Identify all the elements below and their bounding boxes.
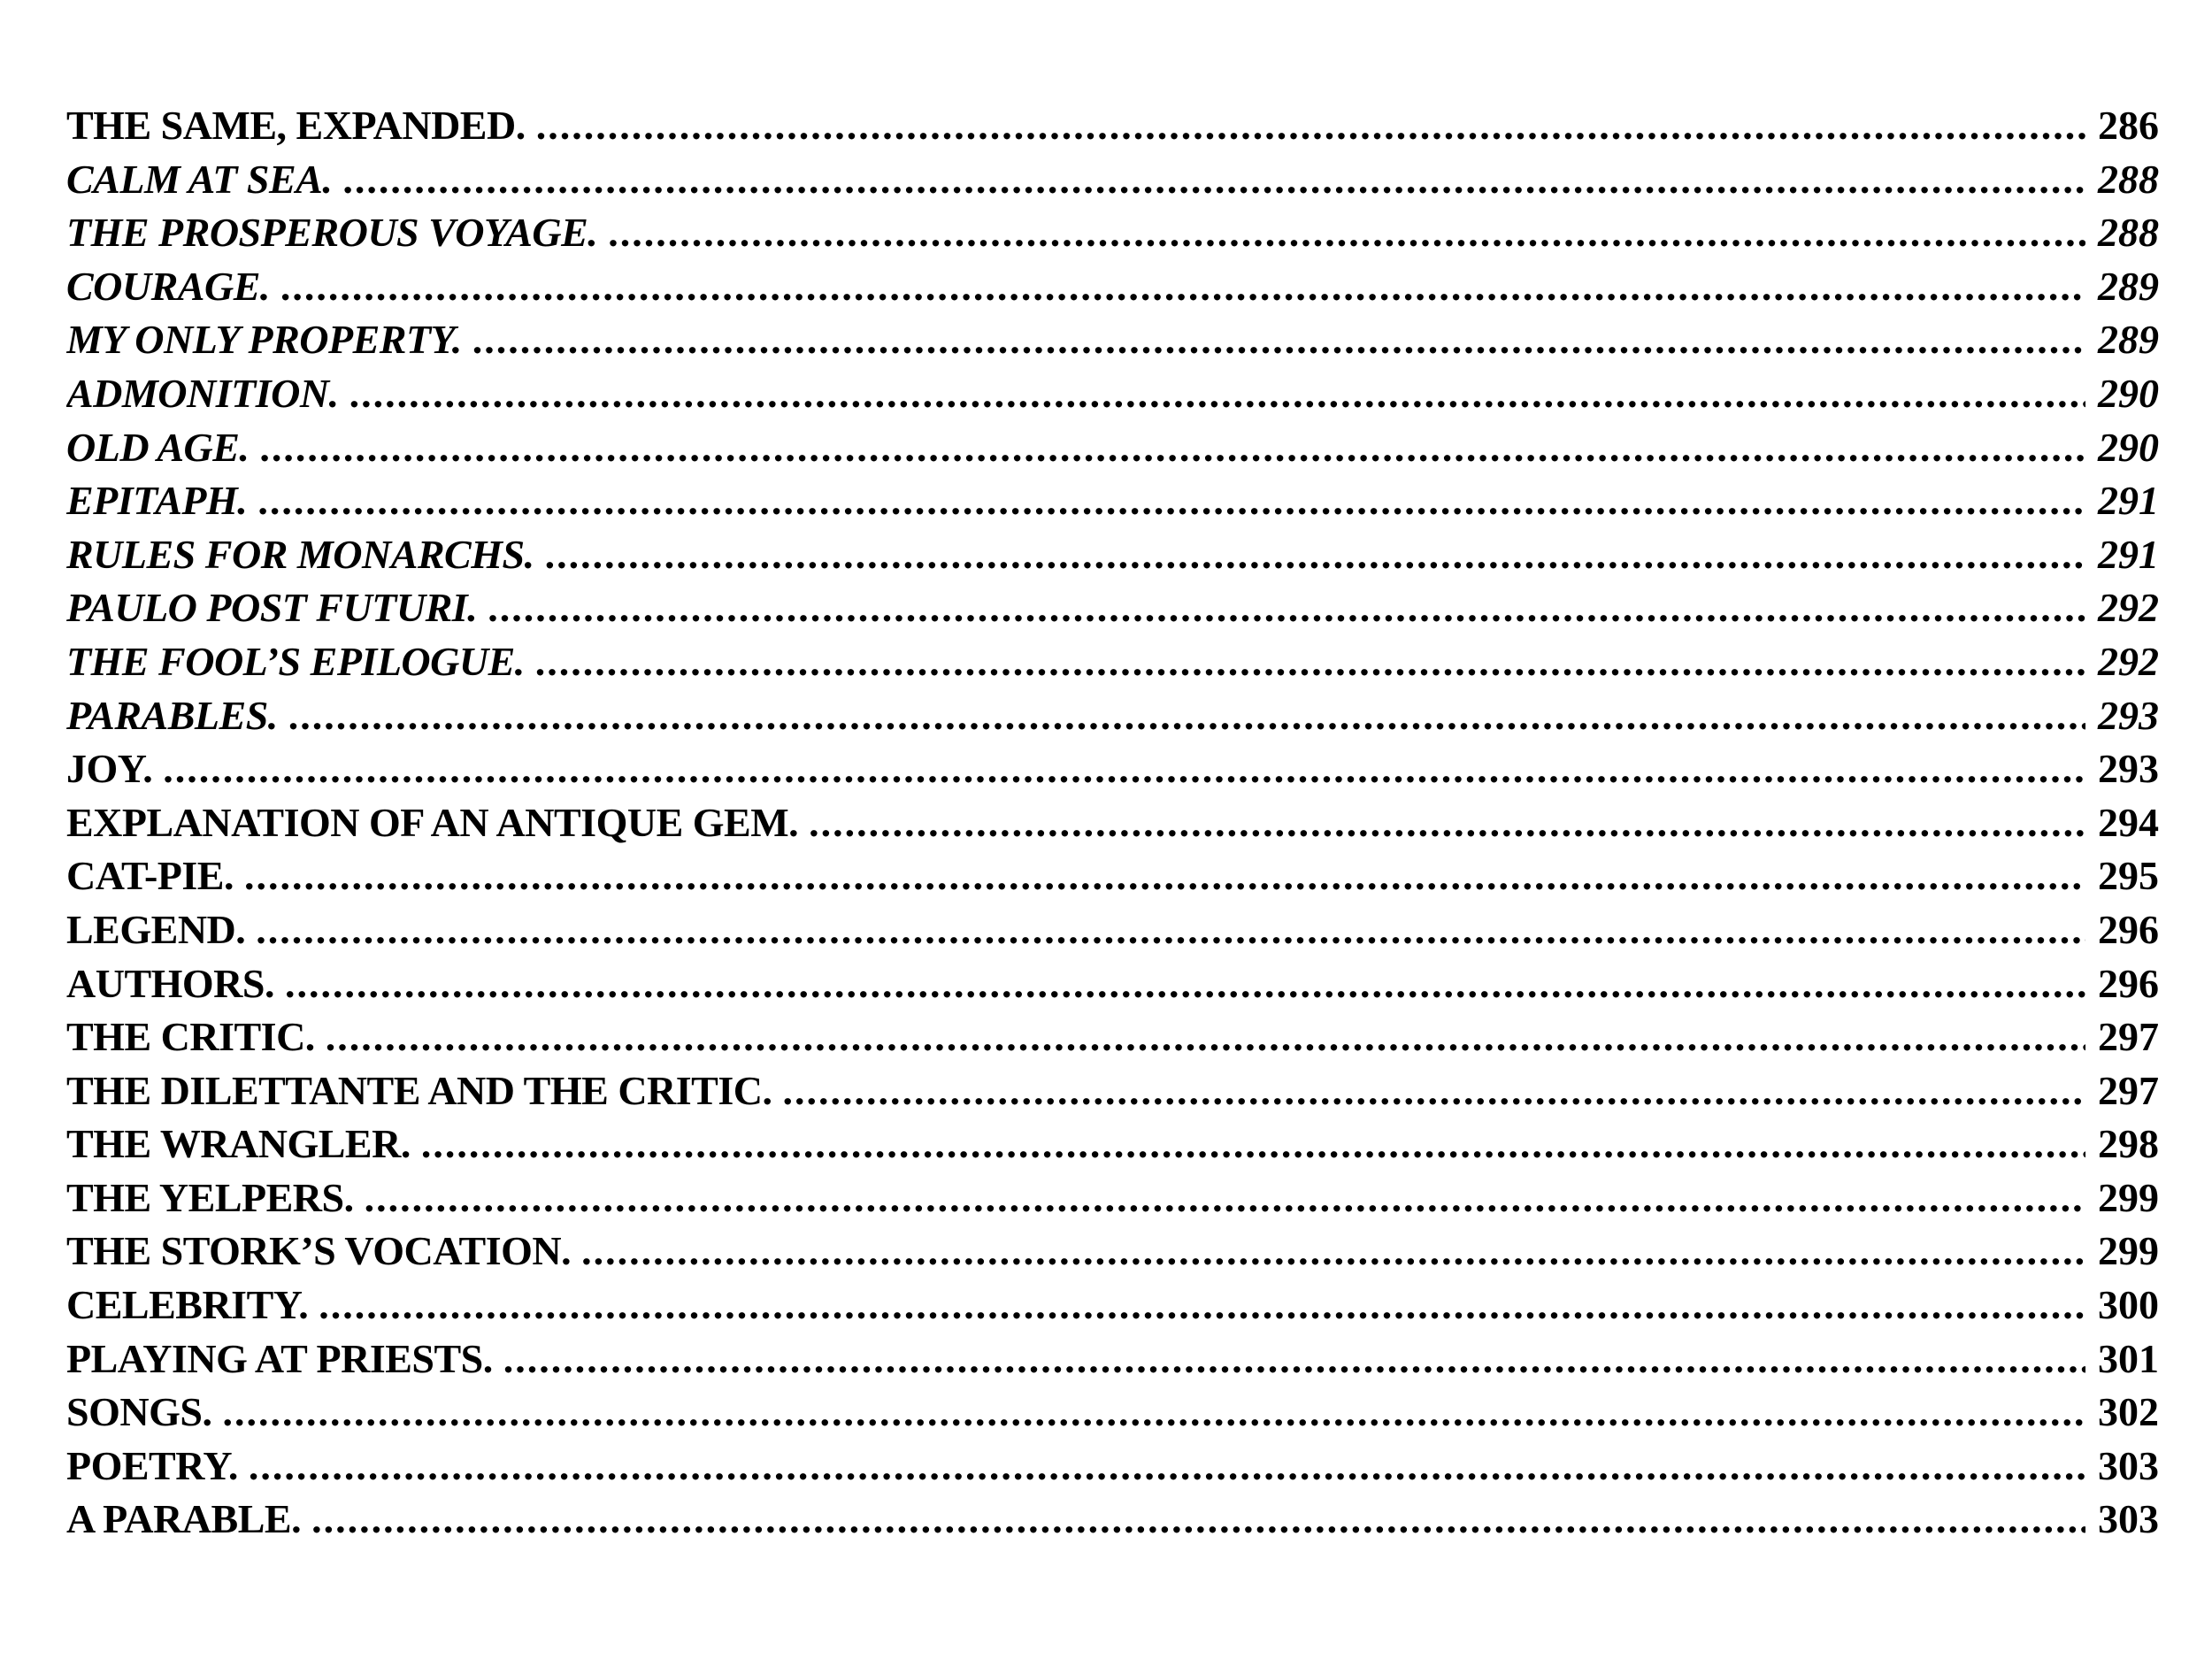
dot-leader — [581, 1225, 2085, 1279]
dot-leader — [163, 742, 2085, 796]
entry-page-number: 294 — [2098, 799, 2159, 845]
entry-title: THE PROSPEROUS VOYAGE. — [66, 210, 598, 256]
entry-title: THE CRITIC. — [66, 1014, 315, 1060]
entry-page-number: 302 — [2098, 1389, 2159, 1435]
entry-title: PARABLES. — [66, 692, 278, 738]
entry-title: RULES FOR MONARCHS. — [66, 531, 534, 577]
entry-page-number: 290 — [2098, 370, 2159, 416]
entry-page-number: 297 — [2098, 1014, 2159, 1060]
dot-leader — [256, 903, 2085, 957]
toc-entry[interactable] — [66, 1333, 2159, 1386]
entry-page-number: 291 — [2098, 531, 2159, 577]
entry-title: OLD AGE. — [66, 424, 250, 470]
toc-entry[interactable] — [66, 260, 2159, 314]
dot-leader — [809, 796, 2085, 850]
entry-page-number: 288 — [2098, 156, 2159, 202]
dot-leader — [244, 849, 2085, 903]
dot-leader — [488, 581, 2085, 635]
toc-entry[interactable] — [66, 1225, 2159, 1279]
entry-page-number: 290 — [2098, 424, 2159, 470]
entry-page-number: 292 — [2098, 638, 2159, 684]
toc-entry[interactable] — [66, 421, 2159, 475]
entry-title: SONGS. — [66, 1389, 212, 1435]
toc-entry[interactable] — [66, 957, 2159, 1011]
entry-page-number: 301 — [2098, 1335, 2159, 1381]
toc-entry[interactable] — [66, 206, 2159, 260]
toc-entry[interactable] — [66, 313, 2159, 367]
entry-title: THE DILETTANTE AND THE CRITIC. — [66, 1067, 772, 1113]
entry-page-number: 296 — [2098, 906, 2159, 952]
entry-title: MY ONLY PROPERTY. — [66, 317, 462, 363]
toc-entry[interactable] — [66, 689, 2159, 743]
entry-page-number: 293 — [2098, 746, 2159, 792]
dot-leader — [545, 528, 2085, 582]
entry-title: CAT-PIE. — [66, 853, 234, 899]
toc-entry[interactable] — [66, 1386, 2159, 1440]
entry-page-number: 288 — [2098, 210, 2159, 256]
entry-title: PAULO POST FUTURI. — [66, 585, 478, 631]
entry-page-number: 299 — [2098, 1174, 2159, 1220]
dot-leader — [365, 1171, 2085, 1225]
entry-page-number: 289 — [2098, 317, 2159, 363]
dot-leader — [257, 474, 2085, 528]
toc-entry[interactable] — [66, 1440, 2159, 1494]
toc-entry[interactable] — [66, 1010, 2159, 1064]
dot-leader — [421, 1118, 2085, 1171]
entry-page-number: 295 — [2098, 853, 2159, 899]
toc-entry[interactable] — [66, 849, 2159, 903]
entry-title: COURAGE. — [66, 263, 270, 309]
entry-title: CALM AT SEA. — [66, 156, 333, 202]
dot-leader — [342, 153, 2085, 207]
entry-page-number: 303 — [2098, 1442, 2159, 1488]
entry-title: EXPLANATION OF AN ANTIQUE GEM. — [66, 799, 799, 845]
entry-page-number: 298 — [2098, 1121, 2159, 1167]
dot-leader — [259, 421, 2085, 475]
dot-leader — [503, 1333, 2085, 1386]
entry-page-number: 289 — [2098, 263, 2159, 309]
entry-page-number: 286 — [2098, 103, 2159, 148]
entry-title: PLAYING AT PRIESTS. — [66, 1335, 493, 1381]
entry-title: A PARABLE. — [66, 1496, 302, 1542]
dot-leader — [349, 367, 2085, 421]
entry-title: THE WRANGLER. — [66, 1121, 411, 1167]
dot-leader — [608, 206, 2085, 260]
toc-entry[interactable] — [66, 903, 2159, 957]
dot-leader — [319, 1279, 2085, 1333]
entry-page-number: 293 — [2098, 692, 2159, 738]
entry-page-number: 297 — [2098, 1067, 2159, 1113]
entry-page-number: 300 — [2098, 1282, 2159, 1328]
dot-leader — [535, 635, 2085, 689]
entry-title: THE FOOL’S EPILOGUE. — [66, 638, 525, 684]
entry-title: THE YELPERS. — [66, 1174, 354, 1220]
entry-title: AUTHORS. — [66, 960, 274, 1006]
entry-title: LEGEND. — [66, 906, 246, 952]
entry-page-number: 292 — [2098, 585, 2159, 631]
dot-leader — [249, 1440, 2085, 1494]
dot-leader — [280, 260, 2085, 314]
toc-entry[interactable] — [66, 1493, 2159, 1547]
toc-entry[interactable] — [66, 796, 2159, 850]
dot-leader — [472, 313, 2085, 367]
dot-leader — [285, 957, 2085, 1011]
toc-entry[interactable] — [66, 99, 2159, 153]
entry-page-number: 303 — [2098, 1496, 2159, 1542]
dot-leader — [326, 1010, 2085, 1064]
entry-title: EPITAPH. — [66, 478, 248, 524]
toc-entry[interactable] — [66, 1064, 2159, 1118]
dot-leader — [782, 1064, 2085, 1118]
toc-entry[interactable] — [66, 581, 2159, 635]
entry-title: ADMONITION. — [66, 370, 339, 416]
entry-title: JOY. — [66, 746, 153, 792]
entry-title: THE SAME, EXPANDED. — [66, 103, 526, 148]
toc-entry[interactable] — [66, 742, 2159, 796]
entry-page-number: 296 — [2098, 960, 2159, 1006]
toc-entry[interactable] — [66, 367, 2159, 421]
dot-leader — [311, 1493, 2085, 1547]
toc-entry[interactable] — [66, 474, 2159, 528]
entry-page-number: 299 — [2098, 1228, 2159, 1274]
toc-entry[interactable] — [66, 1118, 2159, 1171]
entry-page-number: 291 — [2098, 478, 2159, 524]
table-of-contents — [66, 99, 2159, 1547]
dot-leader — [536, 99, 2085, 153]
toc-entry[interactable] — [66, 528, 2159, 582]
entry-title: CELEBRITY. — [66, 1282, 309, 1328]
toc-entry[interactable] — [66, 153, 2159, 207]
entry-title: POETRY. — [66, 1442, 238, 1488]
toc-entry[interactable] — [66, 1171, 2159, 1225]
toc-entry[interactable] — [66, 1279, 2159, 1333]
toc-entry[interactable] — [66, 635, 2159, 689]
dot-leader — [222, 1386, 2085, 1440]
entry-title: THE STORK’S VOCATION. — [66, 1228, 572, 1274]
dot-leader — [288, 689, 2085, 743]
